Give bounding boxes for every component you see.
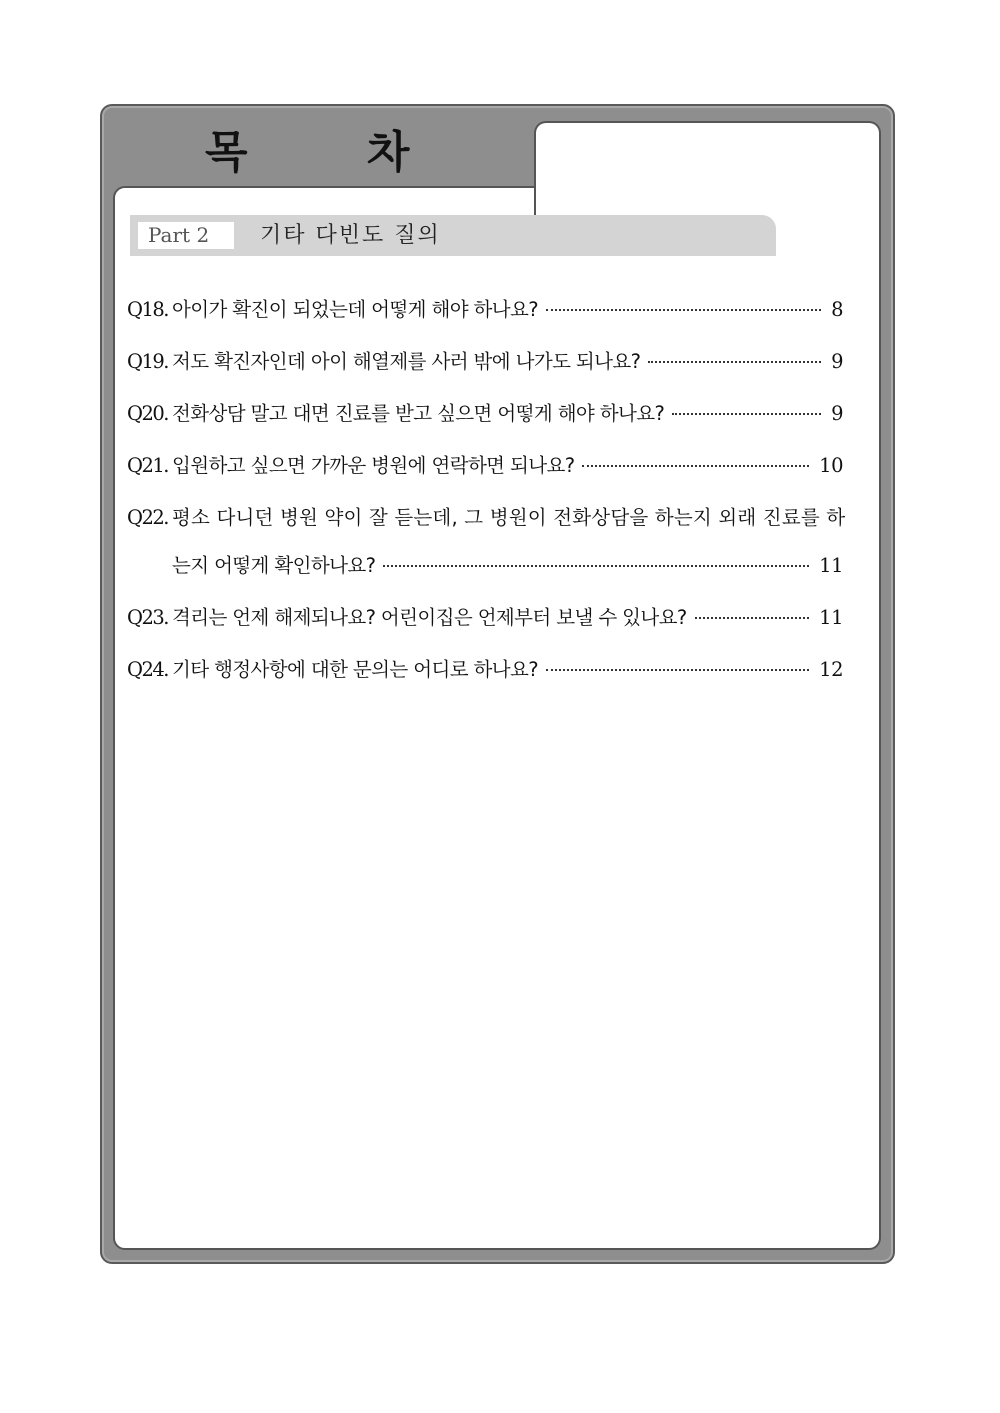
toc-entry-q19[interactable] (127, 342, 843, 394)
toc-entry-number: Q21. (127, 454, 168, 477)
dot-leader (672, 413, 821, 415)
toc-entry-title: 기타 행정사항에 대한 문의는 어디로 하나요? (172, 658, 539, 681)
dot-leader (546, 309, 821, 311)
toc-entry-q23[interactable] (127, 598, 843, 650)
toc-list (127, 290, 846, 702)
toc-entry-number: Q18. (127, 298, 168, 321)
part-title: 기타 다빈도 질의 (260, 223, 441, 248)
toc-entry-page: 10 (819, 454, 843, 477)
toc-entry-title: 전화상담 말고 대면 진료를 받고 싶으면 어떻게 해야 하나요? (172, 402, 665, 425)
toc-entry-number: Q20. (127, 402, 168, 425)
dot-leader (695, 617, 810, 619)
toc-entry-number: Q19. (127, 350, 168, 373)
toc-entry-page: 9 (831, 402, 843, 425)
toc-entry-q24[interactable] (127, 650, 843, 702)
dot-leader (648, 361, 821, 363)
toc-entry-page: 8 (831, 298, 843, 321)
toc-entry-title: 격리는 언제 해제되나요? 어린이집은 언제부터 보낼 수 있나요? (172, 606, 687, 629)
dot-leader (383, 565, 809, 567)
toc-entry-number: Q22. (127, 506, 168, 529)
dot-leader (582, 465, 809, 467)
dot-leader (546, 669, 809, 671)
toc-entry-q20[interactable] (127, 394, 843, 446)
toc-entry-number: Q24. (127, 658, 168, 681)
toc-entry-page: 12 (819, 658, 843, 681)
toc-entry-title-line2: 는지 어떻게 확인하나요? (172, 554, 376, 577)
toc-entry-title-line1: 평소 다니던 병원 약이 잘 듣는데, 그 병원이 전화상담을 하는지 외래 진료를 하 (172, 506, 846, 529)
toc-entry-title: 아이가 확진이 되었는데 어떻게 해야 하나요? (172, 298, 539, 321)
sheet-seam (536, 184, 879, 192)
toc-entry-q21[interactable] (127, 446, 843, 498)
toc-entry-title: 저도 확진자인데 아이 해열제를 사러 밖에 나가도 되나요? (172, 350, 641, 373)
toc-entry-page: 9 (831, 350, 843, 373)
toc-entry-title: 입원하고 싶으면 가까운 병원에 연락하면 되나요? (172, 454, 575, 477)
toc-entry-page: 11 (819, 554, 843, 577)
page-title: 목 차 (205, 127, 462, 178)
toc-entry-page: 11 (819, 606, 843, 629)
toc-entry-q18[interactable] (127, 290, 843, 342)
toc-entry-q22[interactable] (127, 498, 846, 598)
toc-entry-number: Q23. (127, 606, 168, 629)
part-label: Part 2 (138, 222, 234, 249)
